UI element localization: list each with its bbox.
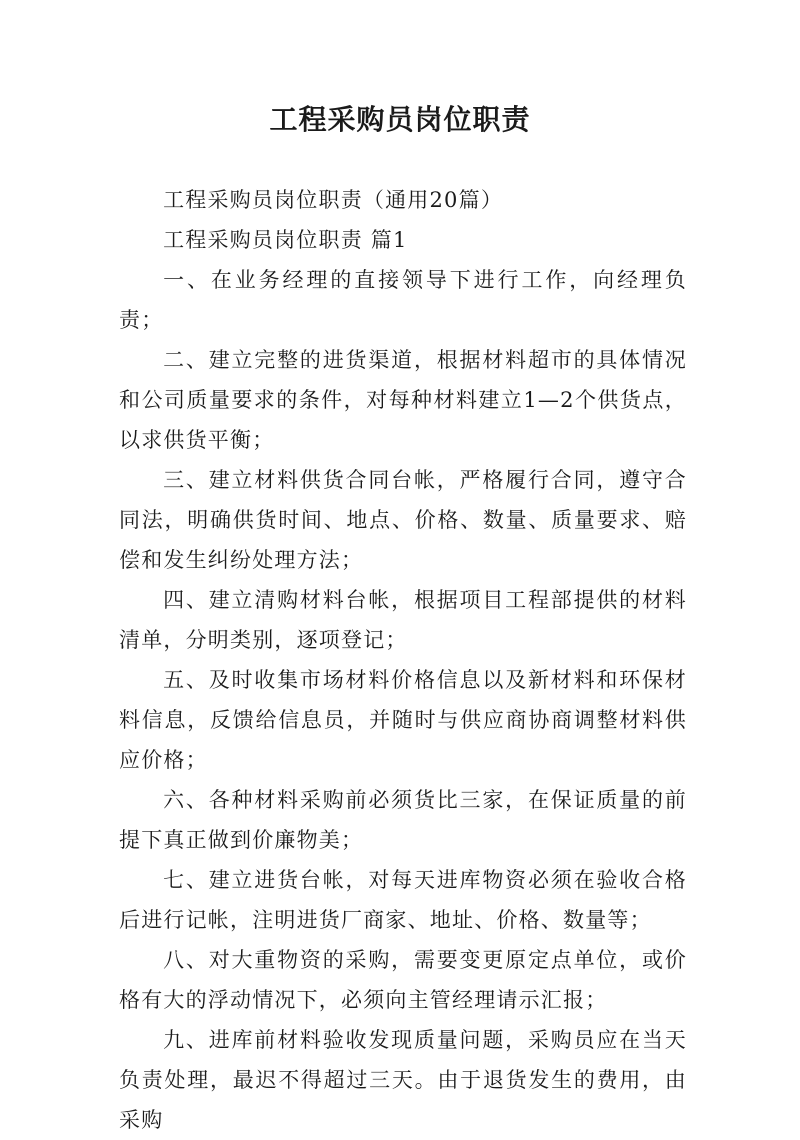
paragraph-duty-2: 二、建立完整的进货渠道，根据材料超市的具体情况和公司质量要求的条件，对每种材料建立1—2个供货点，以求供货平衡； [119, 348, 687, 452]
paragraph-duty-7: 七、建立进货台帐，对每天进库物资必须在验收合格后进行记帐，注明进货厂商家、地址、价格、数量等； [119, 868, 687, 932]
paragraph-duty-1: 一、在业务经理的直接领导下进行工作，向经理负责； [119, 268, 687, 332]
paragraph-duty-3: 三、建立材料供货合同台帐，严格履行合同，遵守合同法，明确供货时间、地点、价格、数量、质量要求、赔偿和发生纠纷处理方法； [119, 468, 687, 572]
document-title: 工程采购员岗位职责 [269, 103, 531, 136]
paragraph-section-heading: 工程采购员岗位职责 篇1 [163, 228, 408, 252]
paragraph-duty-6: 六、各种材料采购前必须货比三家，在保证质量的前提下真正做到价廉物美； [119, 788, 687, 852]
paragraph-duty-9: 九、进库前材料验收发现质量问题，采购员应在当天负责处理，最迟不得超过三天。由于退货发生的费用，由采购 [119, 1028, 687, 1132]
document-body [119, 180, 687, 1140]
paragraph-subtitle: 工程采购员岗位职责（通用20篇） [163, 188, 504, 212]
paragraph-duty-4: 四、建立清购材料台帐，根据项目工程部提供的材料清单，分明类别，逐项登记； [119, 588, 687, 652]
paragraph-duty-8: 八、对大重物资的采购，需要变更原定点单位，或价格有大的浮动情况下，必须向主管经理请示汇报； [119, 948, 687, 1012]
paragraph-duty-5: 五、及时收集市场材料价格信息以及新材料和环保材料信息，反馈给信息员，并随时与供应商协商调整材料供应价格； [119, 668, 687, 772]
